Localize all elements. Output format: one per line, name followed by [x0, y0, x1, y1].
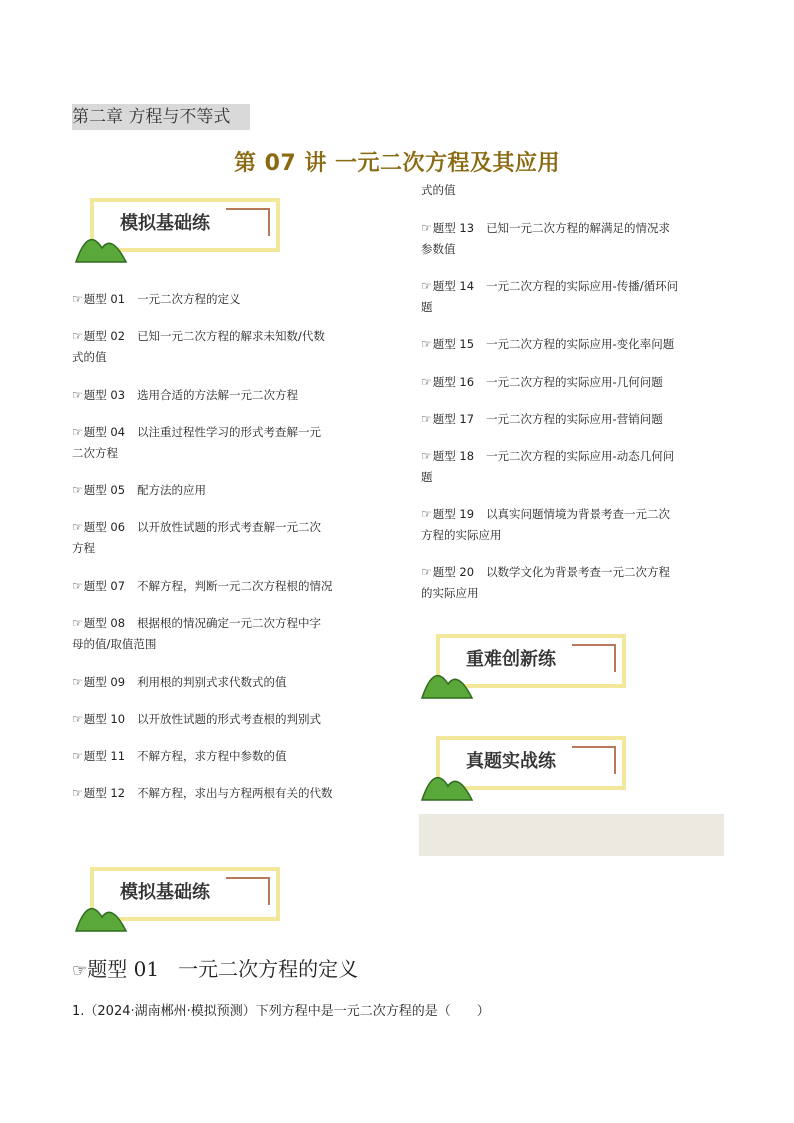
pointing-hand-icon: ☞	[421, 507, 432, 521]
pointing-hand-icon: ☞	[421, 337, 432, 351]
pointing-hand-icon: ☞	[421, 221, 432, 235]
toc-item-02[interactable]: ☞题型 02 已知一元二次方程的解求未知数/代数 式的值	[72, 329, 325, 364]
banner-basic-bottom	[74, 867, 304, 937]
pointing-hand-icon: ☞	[72, 579, 83, 593]
pointing-hand-icon: ☞	[72, 388, 83, 402]
toc-item-13[interactable]: ☞题型 13 已知一元二次方程的解满足的情况求 参数值	[421, 221, 671, 256]
toc-item-01[interactable]: ☞题型 01 一元二次方程的定义	[72, 292, 241, 306]
pointing-hand-icon: ☞	[72, 712, 83, 726]
blank-panel	[419, 814, 724, 856]
chapter-label: 第二章 方程与不等式	[72, 104, 250, 130]
pointing-hand-icon: ☞	[72, 786, 83, 800]
toc-item-14[interactable]: ☞题型 14 一元二次方程的实际应用-传播/循环问 题	[421, 279, 679, 314]
toc-item-17[interactable]: ☞题型 17 一元二次方程的实际应用-营销问题	[421, 412, 663, 426]
pointing-hand-icon: ☞	[421, 412, 432, 426]
toc-item-18[interactable]: ☞题型 18 一元二次方程的实际应用-动态几何问 题	[421, 449, 675, 484]
pointing-hand-icon: ☞	[421, 565, 432, 579]
pointing-hand-icon: ☞	[72, 425, 83, 439]
toc-item-09[interactable]: ☞题型 09 利用根的判别式求代数式的值	[72, 675, 287, 689]
banner-label: 重难创新练	[466, 649, 556, 670]
question-1: 1.（2024·湖南郴州·模拟预测）下列方程中是一元二次方程的是（ ）	[72, 1004, 490, 1019]
banner-basic-top	[74, 198, 304, 268]
toc-item-05[interactable]: ☞题型 05 配方法的应用	[72, 483, 207, 497]
section-heading: ☞题型 01 一元二次方程的定义	[72, 957, 359, 981]
toc-item-03[interactable]: ☞题型 03 选用合适的方法解一元二次方程	[72, 388, 299, 402]
pointing-hand-icon: ☞	[72, 749, 83, 763]
pointing-hand-icon: ☞	[421, 279, 432, 293]
toc-item-16[interactable]: ☞题型 16 一元二次方程的实际应用-几何问题	[421, 375, 663, 389]
toc-item-10[interactable]: ☞题型 10 以开放性试题的形式考查根的判别式	[72, 712, 322, 726]
toc-item-15[interactable]: ☞题型 15 一元二次方程的实际应用-变化率问题	[421, 337, 675, 351]
pointing-hand-icon: ☞	[72, 961, 88, 981]
toc-item-20[interactable]: ☞题型 20 以数学文化为背景考查一元二次方程 的实际应用	[421, 565, 671, 600]
banner-label: 模拟基础练	[120, 213, 210, 234]
pointing-hand-icon: ☞	[421, 375, 432, 389]
toc-item-12[interactable]: ☞题型 12 不解方程，求出与方程两根有关的代数	[72, 786, 333, 800]
banner-label: 真题实战练	[466, 751, 556, 772]
toc-item-04[interactable]: ☞题型 04 以注重过程性学习的形式考查解一元 二次方程	[72, 425, 322, 460]
pointing-hand-icon: ☞	[72, 675, 83, 689]
toc-item-11[interactable]: ☞题型 11 不解方程，求方程中参数的值	[72, 749, 287, 763]
toc-item-19[interactable]: ☞题型 19 以真实问题情境为背景考查一元二次 方程的实际应用	[421, 507, 671, 542]
lecture-title: 第 07 讲 一元二次方程及其应用	[233, 151, 561, 176]
toc-item-06[interactable]: ☞题型 06 以开放性试题的形式考查解一元二次 方程	[72, 520, 322, 555]
banner-label: 模拟基础练	[120, 882, 210, 903]
pointing-hand-icon: ☞	[72, 483, 83, 497]
toc-item-07[interactable]: ☞题型 07 不解方程，判断一元二次方程根的情况	[72, 579, 333, 593]
banner-hard	[420, 634, 650, 704]
toc-item-12-continued: 式的值	[421, 183, 456, 197]
pointing-hand-icon: ☞	[72, 616, 83, 630]
pointing-hand-icon: ☞	[72, 520, 83, 534]
banner-real	[420, 736, 650, 806]
pointing-hand-icon: ☞	[421, 449, 432, 463]
pointing-hand-icon: ☞	[72, 292, 83, 306]
pointing-hand-icon: ☞	[72, 329, 83, 343]
toc-item-08[interactable]: ☞题型 08 根据根的情况确定一元二次方程中字 母的值/取值范围	[72, 616, 322, 651]
